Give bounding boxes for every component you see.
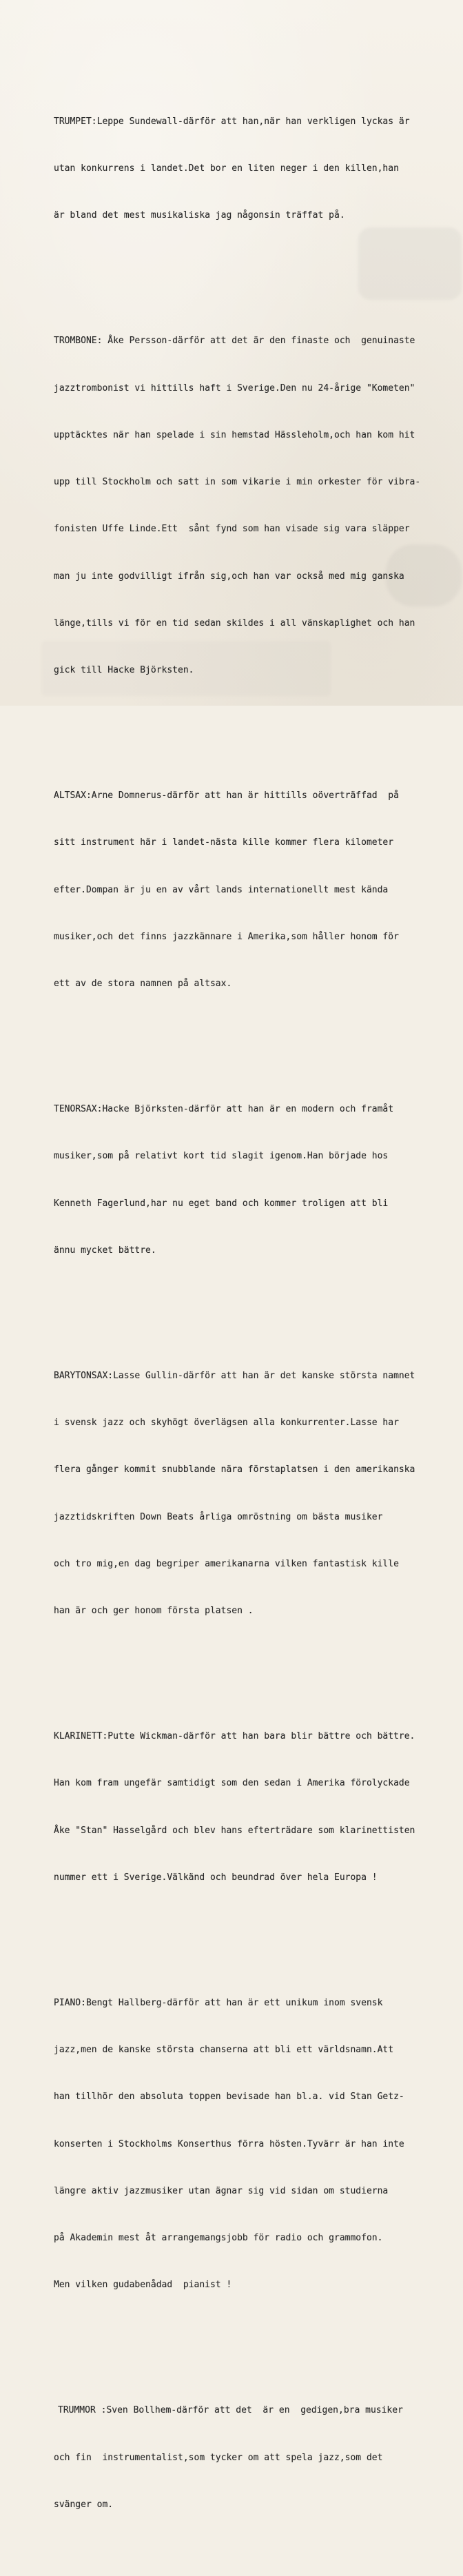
text-line: musiker,som på relativt kort tid slagit igenom.Han började hos: [54, 1151, 389, 1162]
section-tenorsax: [54, 1071, 453, 1291]
text-line: han är och ger honom första platsen .: [54, 1606, 254, 1616]
text-line: efter.Dompan är ju en av vårt lands internationellt mest kända: [54, 884, 389, 895]
text-line: upptäcktes när han spelade i sin hemstad Hässleholm,och han kom hit: [54, 429, 415, 440]
text-line: fonisten Uffe Linde.Ett sånt fynd som han visade sig vara släpper: [54, 524, 410, 535]
section-klarinett: [54, 1698, 453, 1918]
text-line: jazz,men de kanske största chanserna att bli ett världsnamn.Att: [54, 2045, 394, 2055]
text-line: ett av de stora namnen på altsax.: [54, 979, 232, 989]
text-line: jazztrombonist vi hittills haft i Sverige.Den nu 24-årige "Kometen": [54, 382, 415, 393]
text-line: upp till Stockholm och satt in som vikarie i min orkester för vibra-: [54, 477, 421, 487]
text-line: Kenneth Fagerlund,har nu eget band och kommer troligen att bli: [54, 1198, 389, 1209]
text-line: i svensk jazz och skyhögt överlägsen alla konkurrenter.Lasse har: [54, 1418, 399, 1428]
text-line: TRUMMOR :Sven Bollhem-därför att det är en gedigen,bra musiker: [58, 2405, 403, 2416]
text-line: musiker,och det finns jazzkännare i Amerika,som håller honom för: [54, 931, 399, 942]
section-piano: [54, 1964, 453, 2324]
text-line: svänger om.: [54, 2499, 114, 2510]
section-trummor: [54, 2372, 453, 2544]
text-line: TENORSAX:Hacke Björksten-därför att han är en modern och framåt: [54, 1104, 394, 1114]
text-line: TROMBONE: Åke Persson-därför att det är den finaste och genuinaste: [54, 336, 415, 347]
text-line: BARYTONSAX:Lasse Gullin-därför att han är det kanske största namnet: [54, 1370, 415, 1381]
text-line: gick till Hacke Björksten.: [54, 665, 194, 675]
section-trumpet: [54, 83, 453, 255]
text-line: flera gånger kommit snubblande nära förstaplatsen i den amerikanska: [54, 1464, 415, 1475]
text-line: TRUMPET:Leppe Sundewall-därför att han,när han verkligen lyckas är: [54, 116, 410, 127]
text-line: man ju inte godvilligt ifrån sig,och han var också med mig ganska: [54, 571, 404, 582]
text-line: konserten i Stockholms Konserthus förra hösten.Tyvärr är han inte: [54, 2138, 404, 2149]
text-line: han tillhör den absoluta toppen bevisade han bl.a. vid Stan Getz-: [54, 2092, 404, 2103]
text-line: utan konkurrens i landet.Det bor en liten neger i den killen,han: [54, 163, 399, 174]
text-line: Han kom fram ungefär samtidigt som den sedan i Amerika förolyckade: [54, 1778, 410, 1789]
text-line: länge,tills vi för en tid sedan skildes i all vänskaplighet och han: [54, 617, 415, 628]
text-line: nummer ett i Sverige.Välkänd och beundrad över hela Europa !: [54, 1872, 378, 1883]
text-line: PIANO:Bengt Hallberg-därför att han är ett unikum inom svensk: [54, 1997, 383, 2008]
typewritten-text: [54, 36, 453, 2576]
text-line: längre aktiv jazzmusiker utan ägnar sig vid sidan om studierna: [54, 2185, 389, 2196]
text-line: sitt instrument här i landet-nästa kille kommer flera kilometer: [54, 837, 394, 848]
text-line: jazztidskriften Down Beats årliga omröstning om bästa musiker: [54, 1511, 383, 1522]
text-line: ännu mycket bättre.: [54, 1245, 156, 1256]
section-trombone: [54, 303, 453, 711]
text-line: och tro mig,en dag begriper amerikanarna vilken fantastisk kille: [54, 1558, 399, 1569]
text-line: och fin instrumentalist,som tycker om att spela jazz,som det: [54, 2452, 383, 2463]
text-line: Åke "Stan" Hasselgård och blev hans efterträdare som klarinettisten: [54, 1825, 415, 1836]
text-line: på Akademin mest åt arrangemangsjobb för radio och grammofon.: [54, 2233, 383, 2243]
text-line: ALTSAX:Arne Domnerus-därför att han är hittills oöverträffad på: [54, 790, 399, 801]
text-line: Men vilken gudabenådad pianist !: [54, 2280, 232, 2291]
section-barytonsax: [54, 1337, 453, 1650]
text-line: är bland det mest musikaliska jag någonsin träffat på.: [54, 210, 345, 221]
section-altsax: [54, 757, 453, 1024]
text-line: KLARINETT:Putte Wickman-därför att han bara blir bättre och bättre.: [54, 1731, 415, 1741]
